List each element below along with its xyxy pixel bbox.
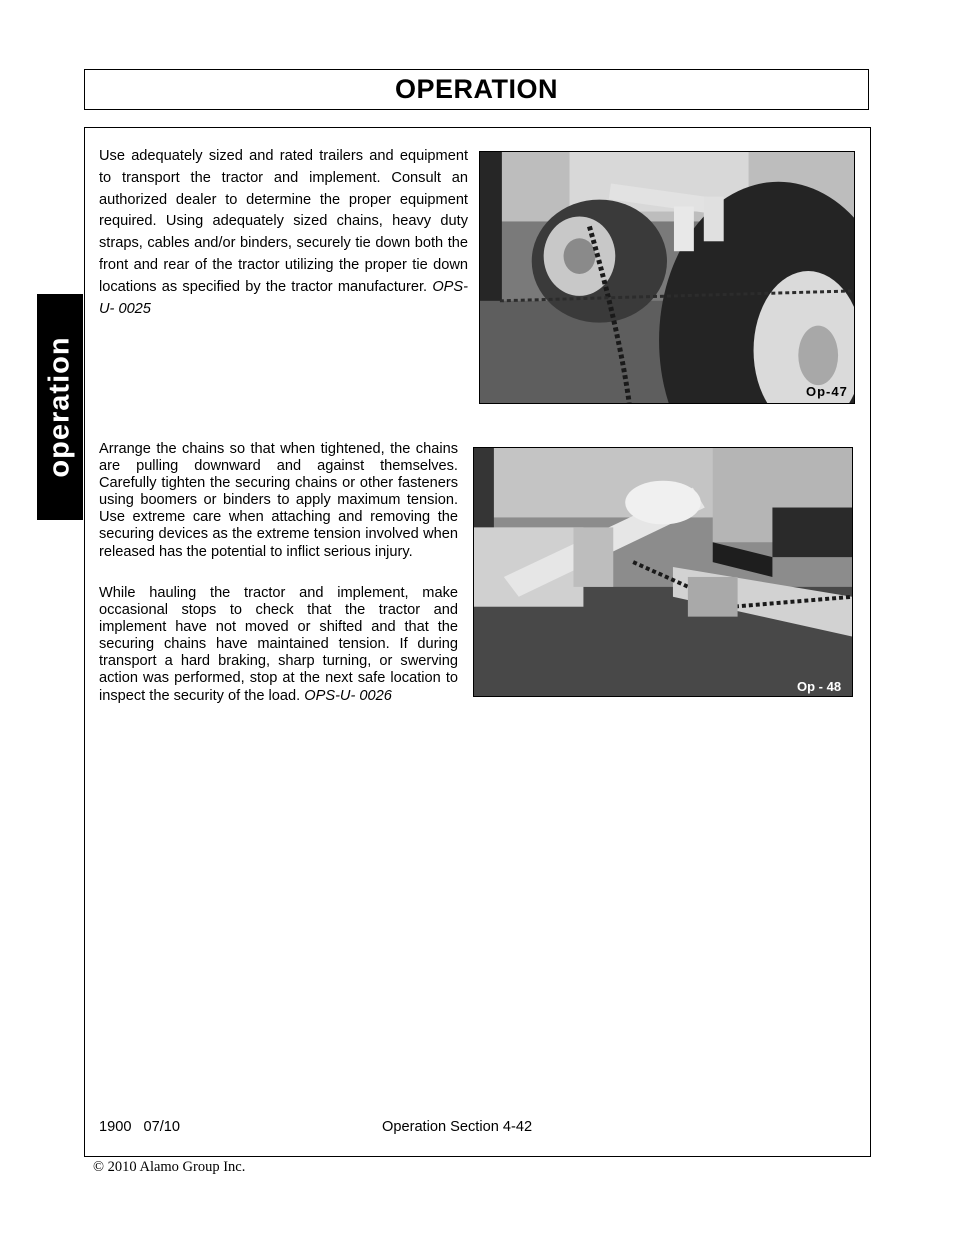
document-number-date: 1900 07/10 bbox=[99, 1119, 181, 1135]
tractor-tie-down-photo bbox=[479, 151, 855, 404]
page-section-number: Operation Section 4-42 bbox=[382, 1119, 533, 1135]
hauling-check-text: While hauling the tractor and implement, make occasional stops to check that the tractor and implement have not moved or shifted and that the securing chains have maintained tension. If during transport a hard braking, sharp turning, or swerving action was performed, stop at the next safe location to inspect the security of the load. bbox=[99, 585, 458, 704]
figure-label-op47: Op-47 bbox=[806, 384, 848, 399]
copyright-notice: © 2010 Alamo Group Inc. bbox=[93, 1159, 246, 1175]
implement-chain-photo bbox=[473, 447, 853, 697]
page-title: OPERATION bbox=[394, 74, 558, 104]
chain-arrangement-text: Arrange the chains so that when tightened, the chains are pulling downward and against themselves. Carefully tighten the securing chains or other fasteners using boomers or binders to apply maximum tension. Use extreme care when attaching and removing the securing devices as the extreme tension involved when released has the potential to inflict serious injury. bbox=[99, 441, 458, 560]
implement-chain-image bbox=[474, 448, 852, 696]
side-tab-label: operation bbox=[43, 336, 76, 478]
tie-down-text: Use adequately sized and rated trailers and equipment to transport the tractor and implement. Consult an authorized dealer to determine the proper equipment required. Using adequately sized chains, heavy duty straps, cables and/or binders, securely tie down both the front and rear of the tractor utilizing the proper tie down locations as specified by the tractor manufacturer. bbox=[99, 148, 468, 295]
tractor-tie-down-image bbox=[480, 152, 854, 403]
hauling-check-instructions bbox=[99, 585, 458, 705]
page-header bbox=[84, 69, 869, 110]
tie-down-instructions bbox=[99, 146, 468, 320]
chain-arrangement-instructions bbox=[99, 441, 458, 561]
figure-label-op48: Op - 48 bbox=[797, 679, 842, 694]
section-side-tab bbox=[37, 294, 83, 520]
safety-code: OPS-U- 0026 bbox=[304, 687, 392, 704]
safety-code: OPS-U- 0025 bbox=[99, 278, 468, 317]
